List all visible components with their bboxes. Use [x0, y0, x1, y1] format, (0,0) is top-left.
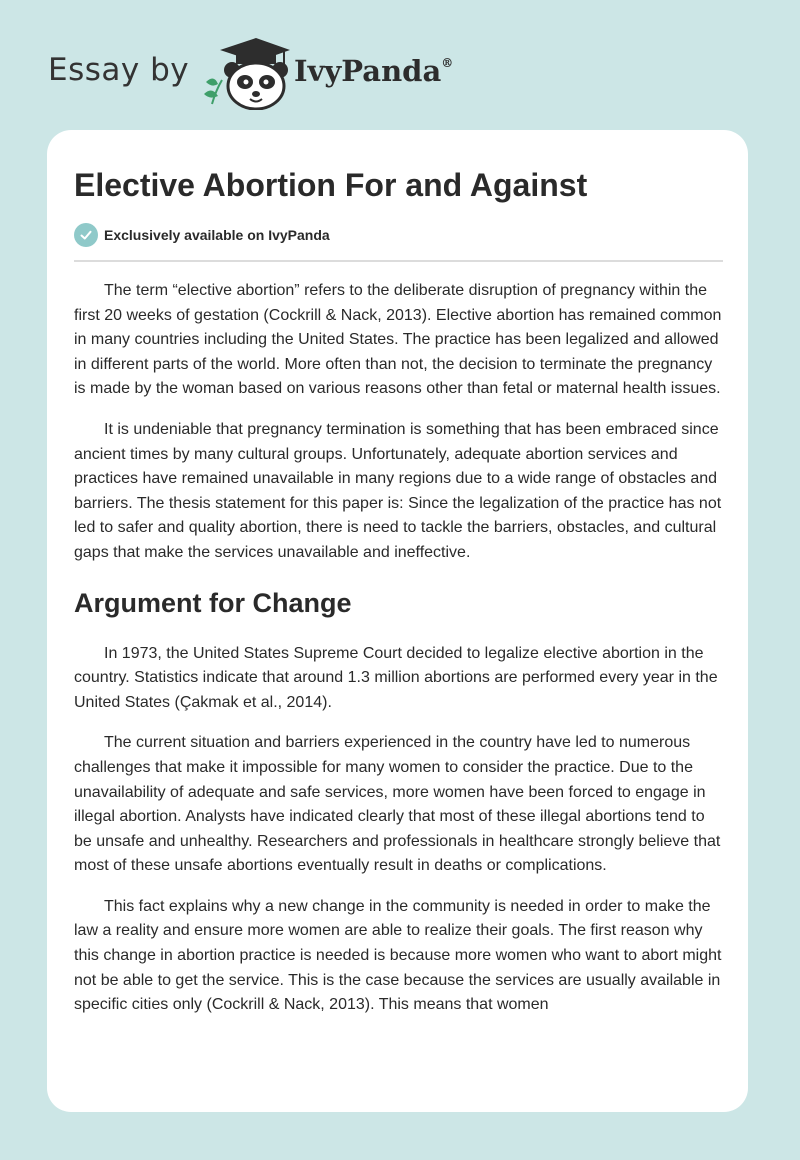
- checkmark-icon: [74, 223, 98, 247]
- brand-name[interactable]: [294, 54, 453, 88]
- essay-title: Elective Abortion For and Against: [74, 167, 588, 203]
- trademark-symbol: ®: [441, 56, 454, 70]
- essay-card: [47, 130, 748, 1112]
- badge-text: Exclusively available on IvyPanda: [104, 227, 330, 243]
- essay-body: [74, 279, 726, 1034]
- divider: [74, 260, 723, 262]
- panda-logo-icon[interactable]: [200, 34, 292, 110]
- essay-by-label: Essay by: [48, 52, 190, 88]
- section-heading: Argument for Change: [74, 587, 352, 618]
- paragraph: This fact explains why a new change in the community is needed in order to make the law a reality and ensure more women are able to realize their goals. The first reason why this change in abortion practice is needed is because more women who want to abort might not be able to get the service. This is the case because the services are usually available in specific cities only (Cockrill & Nack, 2013). This means that women: [74, 897, 722, 1014]
- site-header: [0, 0, 800, 130]
- brand-name-text: IvyPanda: [294, 54, 442, 88]
- paragraph: It is undeniable that pregnancy termination is something that has been embraced since ancient times by many cultural groups. Unfortunately, adequate abortion services and practices have remained unavailable in many regions due to a wide range of obstacles and barriers. The thesis statement for this paper is: Since the legalization of the practice has not led to safer and quality abortion, there is need to tackle the barriers, obstacles, and cultural gaps that make the services unavailable and ineffective.: [74, 420, 722, 561]
- paragraph: The current situation and barriers experienced in the country have led to numerous challenges that make it impossible for many women to consider the practice. Due to the unavailability of adequate and safe services, more women have been forced to engage in illegal abortion. Analysts have indicated clearly that most of these illegal abortions tend to be unsafe and unhealthy. Researchers and professionals in healthcare strongly believe that most of these unsafe abortions eventually result in deaths or complications.: [74, 734, 721, 875]
- exclusive-badge: [74, 222, 330, 248]
- paragraph: The term “elective abortion” refers to the deliberate disruption of pregnancy within the first 20 weeks of gestation (Cockrill & Nack, 2013). Elective abortion has remained common in many countries including the United States. The practice has been legalized and allowed in different parts of the world. More often than not, the decision to terminate the pregnancy is made by the woman based on various reasons other than fetal or maternal health issues.: [74, 282, 722, 398]
- paragraph: In 1973, the United States Supreme Court decided to legalize elective abortion in the country. Statistics indicate that around 1.3 million abortions are performed every year in the United States (Çakmak et al., 2014).: [74, 644, 718, 711]
